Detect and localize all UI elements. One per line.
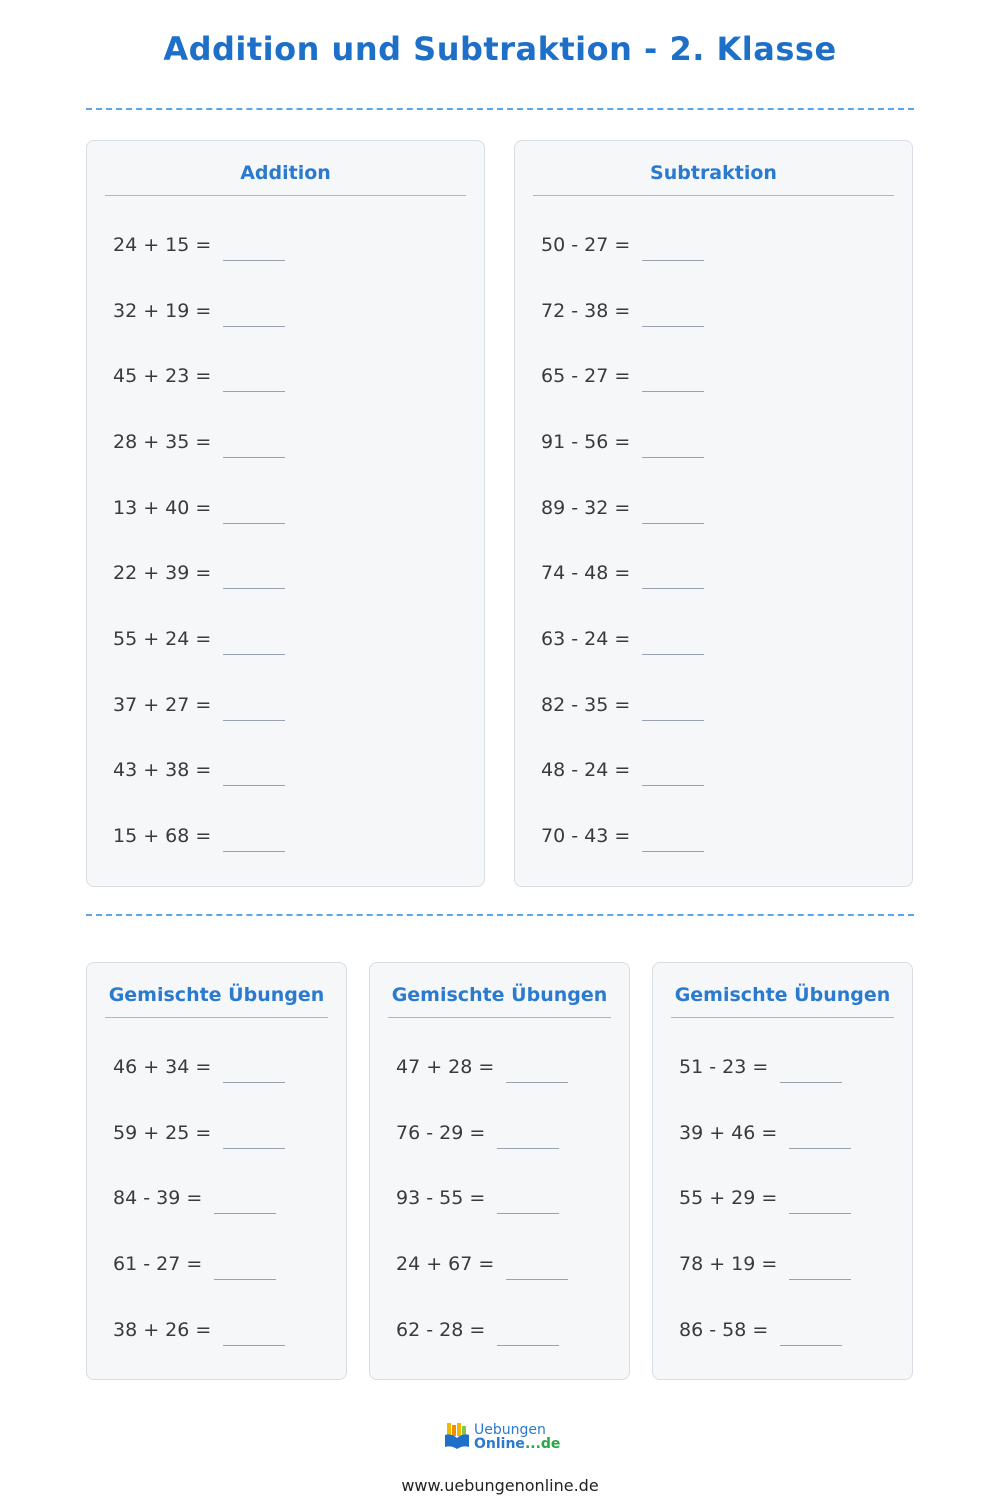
answer-blank[interactable]: [497, 1148, 559, 1149]
problem-row: [113, 490, 285, 520]
problem-text: 61 - 27 =: [113, 1253, 203, 1275]
problem-text: 70 - 43 =: [541, 825, 631, 847]
footer-url[interactable]: www.uebungenonline.de: [401, 1476, 599, 1495]
answer-blank[interactable]: [223, 851, 285, 852]
problem-text: 39 + 46 =: [679, 1122, 778, 1144]
answer-blank[interactable]: [223, 1345, 285, 1346]
logo-line-1: Uebungen: [474, 1422, 546, 1438]
problem-text: 46 + 34 =: [113, 1056, 212, 1078]
answer-blank[interactable]: [223, 457, 285, 458]
problem-text: 86 - 58 =: [679, 1319, 769, 1341]
problem-row: [541, 621, 704, 651]
problem-text: 55 + 29 =: [679, 1187, 778, 1209]
problem-text: 63 - 24 =: [541, 628, 631, 650]
answer-blank[interactable]: [642, 523, 704, 524]
answer-blank[interactable]: [223, 785, 285, 786]
logo-text: [474, 1423, 560, 1451]
logo-line-2-name: Online: [474, 1436, 525, 1452]
problem-text: 48 - 24 =: [541, 759, 631, 781]
problem-row: [113, 1180, 276, 1210]
problem-row: [396, 1312, 559, 1342]
problem-text: 84 - 39 =: [113, 1187, 203, 1209]
answer-blank[interactable]: [789, 1279, 851, 1280]
problem-row: [113, 752, 285, 782]
problem-row: [541, 555, 704, 585]
answer-blank[interactable]: [780, 1345, 842, 1346]
answer-blank[interactable]: [789, 1148, 851, 1149]
problem-row: [396, 1180, 559, 1210]
problem-row: [113, 424, 285, 454]
problem-text: 50 - 27 =: [541, 234, 631, 256]
problem-text: 22 + 39 =: [113, 562, 212, 584]
problem-text: 32 + 19 =: [113, 300, 212, 322]
problem-row: [113, 227, 285, 257]
answer-blank[interactable]: [214, 1213, 276, 1214]
answer-blank[interactable]: [223, 391, 285, 392]
mixed-card-3: [652, 962, 913, 1380]
problem-row: [113, 1312, 285, 1342]
answer-blank[interactable]: [223, 720, 285, 721]
problem-row: [113, 555, 285, 585]
problem-text: 28 + 35 =: [113, 431, 212, 453]
mixed-title: Gemischte Übungen: [388, 983, 611, 1018]
problem-text: 82 - 35 =: [541, 694, 631, 716]
mixed-title: Gemischte Übungen: [105, 983, 328, 1018]
problem-text: 74 - 48 =: [541, 562, 631, 584]
mixed-card-1: [86, 962, 347, 1380]
problem-text: 13 + 40 =: [113, 497, 212, 519]
answer-blank[interactable]: [223, 654, 285, 655]
problem-row: [113, 1115, 285, 1145]
divider-middle: [86, 914, 914, 916]
problem-row: [113, 621, 285, 651]
answer-blank[interactable]: [642, 588, 704, 589]
problem-row: [113, 1049, 285, 1079]
subtraction-card: [514, 140, 913, 887]
mixed-title: Gemischte Übungen: [671, 983, 894, 1018]
answer-blank[interactable]: [223, 326, 285, 327]
problem-row: [396, 1246, 568, 1276]
site-logo[interactable]: [444, 1420, 560, 1454]
problem-text: 38 + 26 =: [113, 1319, 212, 1341]
problem-row: [396, 1049, 568, 1079]
problem-row: [541, 818, 704, 848]
problem-row: [113, 818, 285, 848]
problem-row: [679, 1115, 851, 1145]
problem-row: [679, 1312, 842, 1342]
problem-text: 78 + 19 =: [679, 1253, 778, 1275]
problem-row: [113, 358, 285, 388]
problem-text: 76 - 29 =: [396, 1122, 486, 1144]
answer-blank[interactable]: [223, 588, 285, 589]
problem-text: 45 + 23 =: [113, 365, 212, 387]
problem-row: [679, 1246, 851, 1276]
answer-blank[interactable]: [642, 457, 704, 458]
subtraction-title: Subtraktion: [533, 161, 894, 196]
answer-blank[interactable]: [642, 720, 704, 721]
problem-row: [541, 687, 704, 717]
problem-text: 24 + 67 =: [396, 1253, 495, 1275]
answer-blank[interactable]: [642, 785, 704, 786]
problem-row: [113, 1246, 276, 1276]
problem-text: 62 - 28 =: [396, 1319, 486, 1341]
problem-row: [541, 424, 704, 454]
problem-row: [541, 227, 704, 257]
problem-text: 43 + 38 =: [113, 759, 212, 781]
addition-title: Addition: [105, 161, 466, 196]
answer-blank[interactable]: [506, 1279, 568, 1280]
problem-text: 93 - 55 =: [396, 1187, 486, 1209]
problem-row: [541, 752, 704, 782]
problem-text: 89 - 32 =: [541, 497, 631, 519]
answer-blank[interactable]: [214, 1279, 276, 1280]
book-icon: [444, 1421, 470, 1453]
problem-text: 55 + 24 =: [113, 628, 212, 650]
problem-text: 65 - 27 =: [541, 365, 631, 387]
mixed-card-2: [369, 962, 630, 1380]
answer-blank[interactable]: [497, 1213, 559, 1214]
problem-text: 91 - 56 =: [541, 431, 631, 453]
answer-blank[interactable]: [642, 851, 704, 852]
problem-text: 72 - 38 =: [541, 300, 631, 322]
problem-text: 37 + 27 =: [113, 694, 212, 716]
problem-row: [541, 293, 704, 323]
answer-blank[interactable]: [642, 326, 704, 327]
answer-blank[interactable]: [223, 1148, 285, 1149]
logo-line-2: [474, 1437, 560, 1451]
answer-blank[interactable]: [789, 1213, 851, 1214]
problem-text: 59 + 25 =: [113, 1122, 212, 1144]
answer-blank[interactable]: [506, 1082, 568, 1083]
answer-blank[interactable]: [642, 260, 704, 261]
problem-row: [679, 1180, 851, 1210]
answer-blank[interactable]: [223, 260, 285, 261]
answer-blank[interactable]: [223, 1082, 285, 1083]
problem-text: 47 + 28 =: [396, 1056, 495, 1078]
problem-text: 15 + 68 =: [113, 825, 212, 847]
problem-text: 51 - 23 =: [679, 1056, 769, 1078]
answer-blank[interactable]: [642, 654, 704, 655]
answer-blank[interactable]: [642, 391, 704, 392]
addition-card: [86, 140, 485, 887]
logo-line-2-suffix: ...de: [524, 1436, 561, 1452]
page-title: Addition und Subtraktion - 2. Klasse: [163, 30, 837, 68]
problem-row: [113, 293, 285, 323]
problem-row: [541, 490, 704, 520]
answer-blank[interactable]: [223, 523, 285, 524]
problem-row: [113, 687, 285, 717]
problem-row: [541, 358, 704, 388]
answer-blank[interactable]: [497, 1345, 559, 1346]
divider-top: [86, 108, 914, 110]
problem-text: 24 + 15 =: [113, 234, 212, 256]
problem-row: [679, 1049, 842, 1079]
answer-blank[interactable]: [780, 1082, 842, 1083]
problem-row: [396, 1115, 559, 1145]
